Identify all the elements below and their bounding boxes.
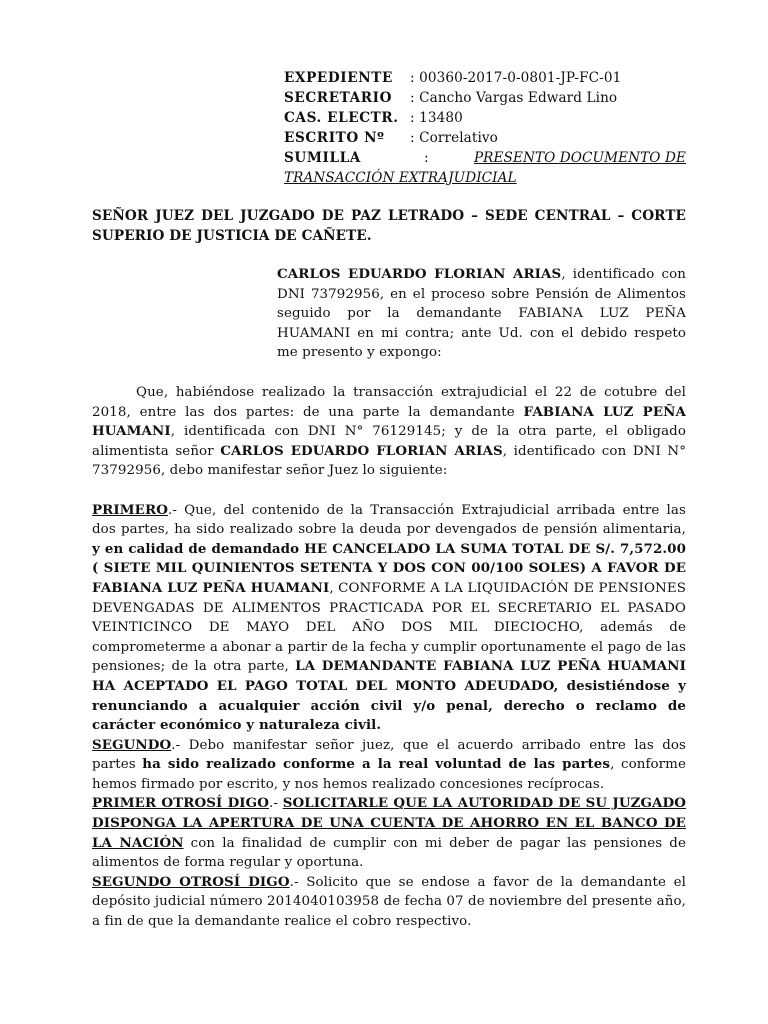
sumilla-value-line2-row: [284, 168, 686, 188]
cas-electr-row: [284, 108, 686, 128]
cas-electr-value: : 13480: [410, 110, 463, 126]
segundo-heading: SEGUNDO: [92, 736, 172, 753]
segundo-paragraph: SEGUNDO.- Debo manifestar señor juez, que el acuerdo arribado entre las dos partes ha sido realizado conforme a la real voluntad de las partes, conforme hemos firmado por escrito, y nos hemos realizado concesiones recíprocas.: [92, 736, 686, 792]
addressee: SEÑOR JUEZ DEL JUZGADO DE PAZ LETRADO – SEDE CENTRAL – CORTE SUPERIO DE JUSTICIA DE CAÑETE.: [92, 208, 686, 244]
document-body: [92, 383, 686, 932]
petitioner-name: CARLOS EDUARDO FLORIAN ARIAS: [277, 266, 562, 282]
secretario-value: : Cancho Vargas Edward Lino: [410, 90, 618, 106]
sumilla-row: [284, 148, 686, 168]
escrito-row: [284, 128, 686, 148]
primero-heading: PRIMERO: [92, 501, 168, 518]
escrito-label: ESCRITO Nº: [284, 130, 385, 146]
sumilla-value-line2: TRANSACCIÓN EXTRAJUDICIAL: [284, 170, 517, 186]
sumilla-value-line1: : PRESENTO DOCUMENTO DE: [424, 150, 686, 166]
opening-paragraph: Que, habiéndose realizado la transacción extrajudicial el 22 de cotubre del 2018, entre las dos partes: de una parte la demandante FABIANA LUZ PEÑA HUAMANI, identificada con DNI N° 76129145; y de la otra parte, el obligado alimentista señor CARLOS EDUARDO FLORIAN ARIAS, identificado con DNI N° 73792956, debo manifestar señor Juez lo siguiente:: [92, 385, 686, 479]
primer-otrosi-heading: PRIMER OTROSÍ DIGO: [92, 795, 269, 812]
secretario-row: [284, 88, 686, 108]
sumilla-label: SUMILLA: [284, 150, 361, 166]
segundo-otrosi-heading: SEGUNDO OTROSÍ DIGO: [92, 873, 290, 890]
intro-paragraph: [277, 265, 686, 363]
expediente-row: [284, 68, 686, 88]
primer-otrosi-paragraph: PRIMER OTROSÍ DIGO.- SOLICITARLE QUE LA AUTORIDAD DE SU JUZGADO DISPONGA LA APERTURA DE UNA CUENTA DE AHORRO EN EL BANCO DE LA NACIÓN con la finalidad de cumplir con mi deber de pagar las pensiones de alimentos de forma regular y oportuna.: [92, 795, 686, 871]
expediente-label: EXPEDIENTE: [284, 70, 393, 86]
cas-electr-label: CAS. ELECTR.: [284, 110, 399, 126]
primero-paragraph: PRIMERO.- Que, del contenido de la Transacción Extrajudicial arribada entre las dos partes, ha sido realizado sobre la deuda por devengados de pensión alimentaria, y en calidad de demandado HE CANCELADO LA SUMA TOTAL DE S/. 7,572.00 ( SIETE MIL QUINIENTOS SETENTA Y DOS CON 00/100 SOLES) A FAVOR DE FABIANA LUZ PEÑA HUAMANI, CONFORME A LA LIQUIDACIÓN DE PENSIONES DEVENGADAS DE ALIMENTOS PRACTICADA POR EL SECRETARIO EL PASADO VEINTICINCO DE MAYO DEL AÑO DOS MIL DIECIOCHO, además de comprometerme a abonar a partir de la fecha y cumplir oportunamente el pago de las pensiones; de la otra parte, LA DEMANDANTE FABIANA LUZ PEÑA HUAMANI HA ACEPTADO EL PAGO TOTAL DEL MONTO ADEUDADO, desistiéndose y renunciando a acualquier acción civil y/o penal, derecho o reclamo de carácter económico y naturaleza civil.: [92, 501, 686, 734]
escrito-value: : Correlativo: [410, 130, 498, 146]
case-header: [284, 68, 686, 188]
segundo-otrosi-paragraph: SEGUNDO OTROSÍ DIGO.- Solicito que se endose a favor de la demandante el depósito judicial número 2014040103958 de fecha 07 de noviembre del presente año, a fin de que la demandante realice el cobro respectivo.: [92, 873, 686, 930]
expediente-value: : 00360-2017-0-0801-JP-FC-01: [410, 70, 622, 86]
intro-text: , identificado con DNI 73792956, en el proceso sobre Pensión de Alimentos seguido por la demandante FABIANA LUZ PEÑA HUAMANI en mi contra; ante Ud. con el debido respeto me presento y expongo:: [277, 267, 686, 361]
secretario-label: SECRETARIO: [284, 90, 393, 106]
